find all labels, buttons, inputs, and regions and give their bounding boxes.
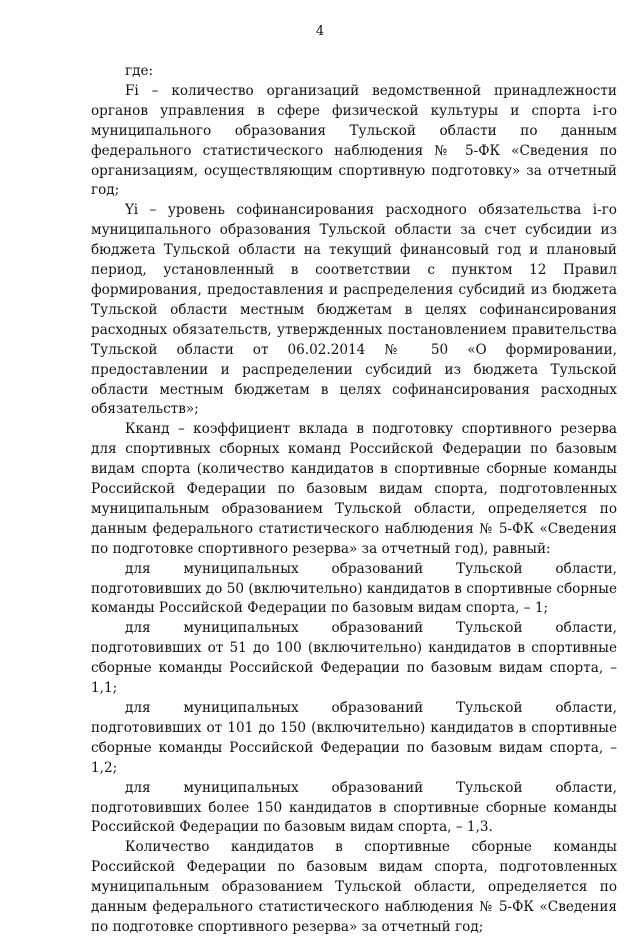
paragraph-coefficient-1-2: для муниципальных образований Тульской области, подготовивших от 101 до 150 (включительно) кандидатов в спортивные сборные команды Российской Федерации по базовым видам спорта, – 1,2;	[91, 700, 617, 776]
paragraph-fi-definition: Fi – количество организаций ведомственной принадлежности органов управления в сфере физической культуры и спорта i-го муниципального образования Тульской области по данным федерального статистического наблюдения № 5-ФК «Сведения по организациям, осуществляющим спортивную подготовку» за отчетный год;	[91, 82, 617, 199]
paragraph-yi-definition: Yi – уровень софинансирования расходного обязательства i-го муниципального образования Тульской области за счет субсидии из бюджета Тульской области на текущий финансовый год и плановый период, установленный в соответствии с пунктом 12 Правил формирования, предоставления и распределения субсидий из бюджета Тульской области местным бюджетам в целях софинансирования расходных обязательств, утвержденных постановлением правительства Тульской области от 06.02.2014 № 50 «О формировании, предоставлении и распределении субсидий из бюджета Тульской области местным бюджетам в целях софинансирования расходных обязательств»;	[91, 202, 617, 418]
document-body	[91, 62, 617, 938]
paragraph-coefficient-1-3: для муниципальных образований Тульской области, подготовивших более 150 кандидатов в спортивные сборные команды Российской Федерации по базовым видам спорта, – 1,3.	[91, 779, 617, 836]
paragraph-where: где:	[125, 63, 154, 79]
paragraph-coefficient-1: для муниципальных образований Тульской области, подготовивших до 50 (включительно) кандидатов в спортивные сборные команды Российской Федерации по базовым видам спорта, – 1;	[91, 560, 617, 617]
page-number: 4	[315, 24, 325, 39]
paragraph-coefficient-1-1: для муниципальных образований Тульской области, подготовивших от 51 до 100 (включительно) кандидатов в спортивные сборные команды Российской Федерации по базовым видам спорта, – 1,1;	[91, 620, 617, 697]
paragraph-candidates-count: Количество кандидатов в спортивные сборные команды Российской Федерации по базовым видам спорта, подготовленных муниципальным образованием Тульской области, определяется по данным федерального статистического наблюдения № 5-ФК «Сведения по подготовке спортивного резерва» за отчетный год;	[91, 839, 617, 935]
paragraph-kkand-definition: Кканд – коэффициент вклада в подготовку спортивного резерва для спортивных сборных команд Российской Федерации по базовым видам спорта (количество кандидатов в спортивные сборные команды Российской Федерации по базовым видам спорта, подготовленных муниципальным образованием Тульской области, определяется по данным федерального статистического наблюдения № 5-ФК «Сведения по подготовке спортивного резерва» за отчетный год), равный:	[91, 421, 617, 557]
